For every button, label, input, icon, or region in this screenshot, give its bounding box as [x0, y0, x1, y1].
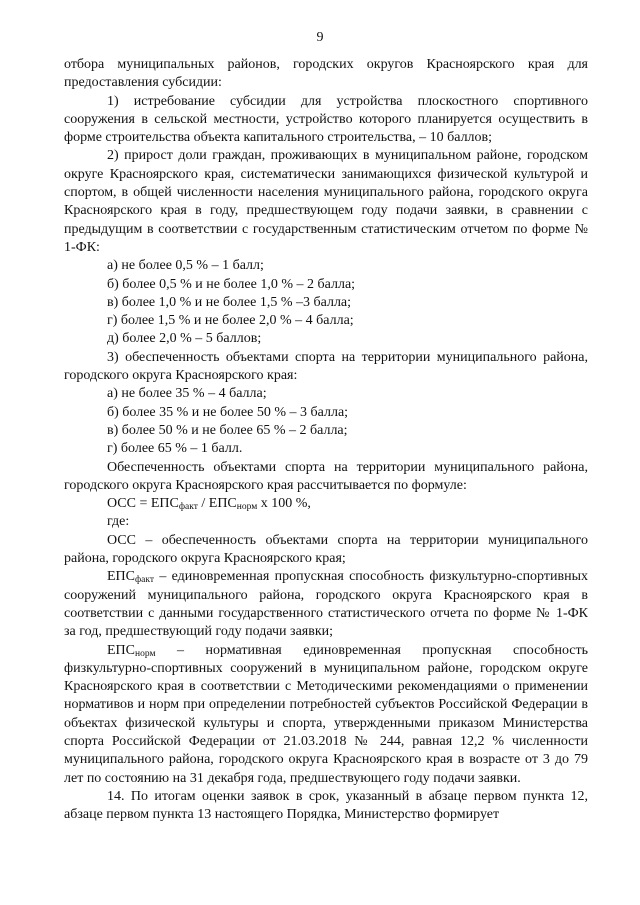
- list-item: в) более 50 % и не более 65 % – 2 балла;: [107, 422, 348, 438]
- term-eps: ЕПС: [107, 569, 135, 585]
- paragraph-intro: отбора муниципальных районов, городских округов Красноярского края для предоставления субсидии:: [64, 57, 588, 91]
- list-item: г) более 1,5 % и не более 2,0 % – 4 балла;: [107, 313, 354, 329]
- page-number: 9: [316, 30, 324, 45]
- formula: [64, 495, 588, 513]
- term-sub-fact: факт: [135, 575, 155, 586]
- list-item: а) не более 0,5 % – 1 балл;: [107, 258, 264, 274]
- formula-lhs: ОСС = ЕПС: [107, 496, 179, 512]
- list-item: б) более 35 % и не более 50 % – 3 балла;: [107, 404, 349, 420]
- criterion-3: 3) обеспеченность объектами спорта на территории муниципального района, городского округа Красноярского края:: [64, 349, 588, 384]
- definition-text: – единовременная пропускная способность физкультурно-спортивных сооружений муниципального района, городского округа Красноярского края в соответствии с данными государственного статистического отчета по форме № 1-ФК за год, предшествующий году подачи заявки;: [64, 569, 588, 640]
- formula-tail: х 100 %,: [257, 496, 311, 512]
- criterion-1: 1) истребование субсидии для устройства плоскостного спортивного сооружения в сельской местности, устройство которого планируется осуществить в форме строительства объекта капитального строительства, – 10 баллов;: [64, 93, 588, 146]
- definition-oss: ОСС – обеспеченность объектами спорта на территории муниципального района, городского округа Красноярского края;: [64, 532, 588, 567]
- growth-scale-list: [64, 257, 588, 348]
- formula-intro: Обеспеченность объектами спорта на территории муниципального района, городского округа Красноярского края рассчитывается по формуле:: [64, 459, 588, 493]
- formula-sub-norm: норм: [236, 502, 258, 513]
- definition-eps-norm: [64, 642, 588, 788]
- list-item: в) более 1,0 % и не более 1,5 % –3 балла;: [107, 294, 352, 310]
- term-eps: ЕПС: [107, 642, 135, 658]
- list-item: д) более 2,0 % – 5 баллов;: [107, 331, 262, 347]
- list-item: а) не более 35 % – 4 балла;: [107, 386, 267, 402]
- list-item: г) более 65 % – 1 балл.: [107, 441, 243, 457]
- definition-eps-fact: [64, 568, 588, 641]
- provision-scale-list: [64, 385, 588, 458]
- formula-slash: / ЕПС: [197, 496, 237, 512]
- definition-text: – нормативная единовременная пропускная способность физкультурно-спортивных сооружений в муниципальном районе, городском округе Красноярского края в соответствии с Методическими рекомендациями о применении нормативов и норм при определении потребностей субъектов Российской Федерации в объектах физической культуры и спорта, утвержденными приказом Министерства спорта Российской Федерации от 21.03.2018 № 244, равная 12,2 % численности муниципального района, городского округа Красноярского края в возрасте от 3 до 79 лет по состоянию на 31 декабря года, предшествующего году подачи заявки.: [64, 642, 589, 786]
- formula-sub-fact: факт: [178, 502, 198, 513]
- term-sub-norm: норм: [135, 648, 156, 659]
- document-body: [64, 56, 588, 824]
- where-label: где:: [107, 514, 130, 530]
- clause-14: 14. По итогам оценки заявок в срок, указанный в абзаце первом пункта 12, абзаце первом пункта 13 настоящего Порядка, Министерство формирует: [64, 788, 588, 823]
- criterion-2: 2) прирост доли граждан, проживающих в муниципальном районе, городском округе Красноярского края, систематически занимающихся физической культурой и спортом, в общей численности населения муниципального района, городского округа Красноярского края в году, предшествующем году подачи заявки, в сравнении с предыдущим в соответствии с государственным статистическим отчетом по форме № 1-ФК:: [64, 148, 588, 255]
- list-item: б) более 0,5 % и не более 1,0 % – 2 балла;: [107, 276, 356, 292]
